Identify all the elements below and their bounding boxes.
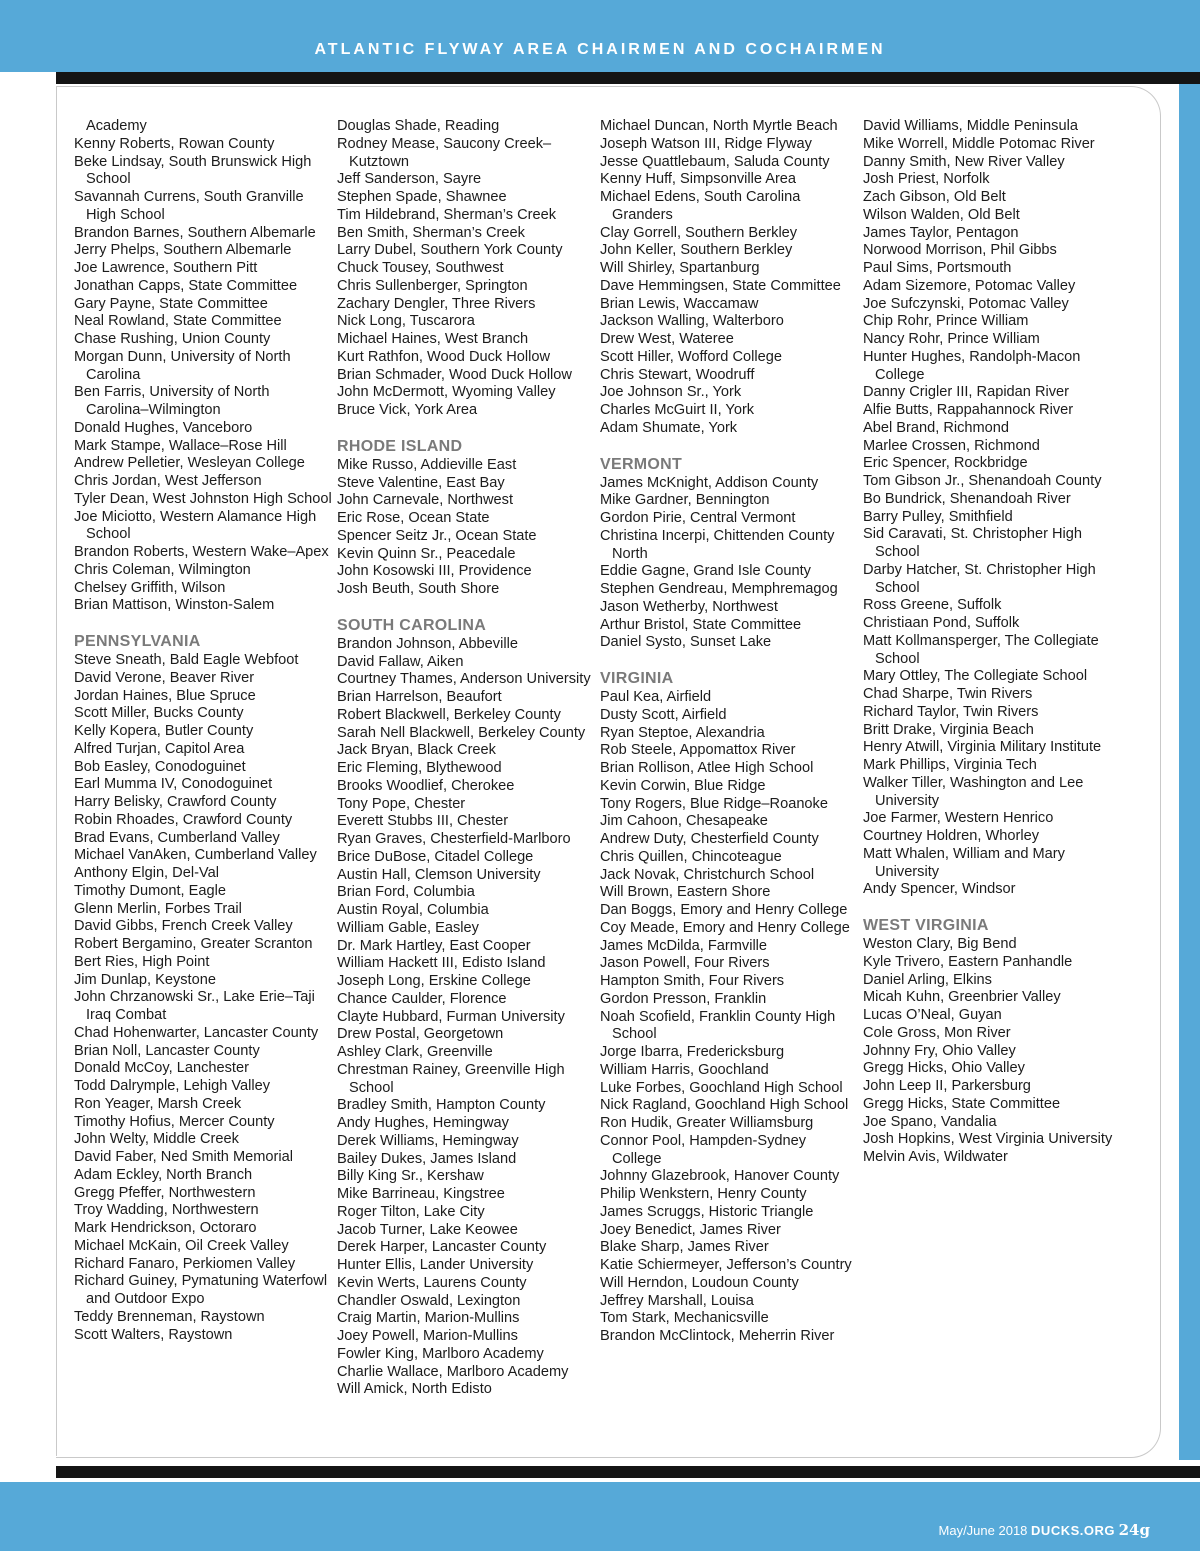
- list-item: Robert Blackwell, Berkeley County: [337, 706, 561, 723]
- list-item: Danny Smith, New River Valley: [863, 153, 1065, 170]
- list-item: Kurt Rathfon, Wood Duck Hollow: [337, 348, 551, 365]
- list-item: Mark Hendrickson, Octoraro: [74, 1220, 257, 1236]
- list-item: Brian Mattison, Winston-Salem: [74, 597, 275, 614]
- list-item: Danny Crigler III, Rapidan River: [863, 384, 1070, 401]
- list-item: Tom Stark, Mechanicsville: [600, 1310, 769, 1327]
- list-item: Eric Fleming, Blythewood: [337, 760, 502, 776]
- list-item: Adam Eckley, North Branch: [74, 1166, 253, 1183]
- list-item: Sarah Nell Blackwell, Berkeley County: [337, 724, 586, 741]
- list-item: Tyler Dean, West Johnston High School: [74, 490, 332, 507]
- list-item: Brian Harrelson, Beaufort: [337, 689, 502, 705]
- footer-page-number: 24g: [1118, 1521, 1150, 1539]
- state-heading: VERMONT: [600, 455, 683, 473]
- list-item: Hunter Hughes, Randolph-Macon College: [863, 348, 1081, 383]
- list-item: Will Brown, Eastern Shore: [600, 884, 771, 901]
- list-item: Joe Spano, Vandalia: [863, 1113, 997, 1130]
- list-item: Gary Payne, State Committee: [74, 295, 268, 312]
- list-item: Johnny Fry, Ohio Valley: [863, 1042, 1016, 1059]
- list-item: Micah Kuhn, Greenbrier Valley: [863, 989, 1061, 1006]
- list-item: Connor Pool, Hampden-Sydney College: [600, 1132, 807, 1167]
- list-item: Kyle Trivero, Eastern Panhandle: [863, 953, 1073, 970]
- list-item: Dave Hemmingsen, State Committee: [600, 277, 841, 294]
- list-item: Matt Whalen, William and Mary University: [863, 845, 1065, 880]
- list-item: Bob Easley, Conodoguinet: [74, 758, 246, 775]
- list-item: Morgan Dunn, University of North Carolina: [74, 348, 291, 383]
- list-item: Gordon Presson, Franklin: [600, 990, 767, 1007]
- list-item: Kevin Corwin, Blue Ridge: [600, 777, 766, 794]
- list-item: Brandon Roberts, Western Wake–Apex: [74, 544, 329, 560]
- list-item: Will Shirley, Spartanburg: [600, 260, 760, 276]
- list-item: Robert Bergamino, Greater Scranton: [74, 936, 313, 952]
- list-item: Tim Hildebrand, Sherman’s Creek: [337, 206, 556, 223]
- list-item: Chelsey Griffith, Wilson: [74, 579, 226, 596]
- top-black-rule: [56, 72, 1200, 84]
- list-item: Jason Wetherby, Northwest: [600, 598, 778, 615]
- list-item: Ryan Graves, Chesterfield-Marlboro: [337, 831, 571, 847]
- list-item: Nick Long, Tuscarora: [337, 313, 475, 330]
- list-item: Michael Edens, South Carolina Granders: [600, 189, 801, 223]
- list-item: Andrew Pelletier, Wesleyan College: [74, 455, 305, 472]
- list-item: Mary Ottley, The Collegiate School: [863, 668, 1088, 685]
- column-2: [337, 118, 595, 1399]
- list-item: Andrew Duty, Chesterfield County: [600, 831, 819, 847]
- list-item: Melvin Avis, Wildwater: [863, 1149, 1008, 1165]
- list-item: Larry Dubel, Southern York County: [337, 242, 563, 259]
- state-heading: PENNSYLVANIA: [74, 633, 201, 650]
- list-item: Savannah Currens, South Granville High School: [74, 189, 304, 223]
- list-item: Richard Guiney, Pymatuning Waterfowl and Outdoor Expo: [74, 1273, 328, 1307]
- list-item: Zach Gibson, Old Belt: [863, 189, 1006, 205]
- list-item: Marlee Crossen, Richmond: [863, 437, 1040, 454]
- list-item: John Leep II, Parkersburg: [863, 1078, 1031, 1094]
- list-item: Dan Boggs, Emory and Henry College: [600, 902, 848, 918]
- list-item: John Welty, Middle Creek: [74, 1131, 239, 1148]
- list-item: Darby Hatcher, St. Christopher High School: [863, 561, 1096, 596]
- list-item: James McKnight, Addison County: [600, 474, 819, 491]
- list-item: Ross Greene, Suffolk: [863, 597, 1002, 614]
- list-item: Joseph Long, Erskine College: [337, 973, 531, 989]
- state-heading: VIRGINIA: [600, 670, 674, 687]
- list-item: Gregg Hicks, State Committee: [863, 1095, 1061, 1112]
- list-item: Britt Drake, Virginia Beach: [863, 721, 1034, 738]
- list-item: Chrestman Rainey, Greenville High School: [337, 1061, 565, 1096]
- list-item: Mike Barrineau, Kingstree: [337, 1186, 505, 1202]
- list-item: Clayte Hubbard, Furman University: [337, 1008, 565, 1025]
- list-item: Austin Hall, Clemson University: [337, 866, 541, 883]
- list-item: Billy King Sr., Kershaw: [337, 1168, 484, 1185]
- column-1: [74, 118, 332, 1344]
- list-item: Brandon Johnson, Abbeville: [337, 635, 518, 652]
- list-item: Bailey Dukes, James Island: [337, 1150, 517, 1167]
- list-item: Jacob Turner, Lake Keowee: [337, 1221, 518, 1238]
- list-item: Michael McKain, Oil Creek Valley: [74, 1237, 289, 1254]
- list-item: Charlie Wallace, Marlboro Academy: [337, 1363, 569, 1380]
- list-item: Fowler King, Marlboro Academy: [337, 1345, 544, 1362]
- list-item: Teddy Brenneman, Raystown: [74, 1308, 265, 1325]
- list-item: Brandon Barnes, Southern Albemarle: [74, 224, 316, 241]
- list-item: Chris Quillen, Chincoteague: [600, 848, 782, 865]
- list-item: Christina Incerpi, Chittenden County North: [600, 527, 835, 562]
- list-item: Austin Royal, Columbia: [337, 902, 489, 918]
- list-item: Ben Farris, University of North Carolina–Wilmington: [74, 384, 270, 418]
- list-item: Chad Sharpe, Twin Rivers: [863, 686, 1033, 702]
- list-item: Josh Hopkins, West Virginia University: [863, 1131, 1113, 1148]
- list-item: Dusty Scott, Airfield: [600, 706, 727, 723]
- list-item: Tom Gibson Jr., Shenandoah County: [863, 473, 1102, 489]
- list-item: Gregg Pfeffer, Northwestern: [74, 1184, 256, 1201]
- list-item: Noah Scofield, Franklin County High School: [600, 1008, 836, 1043]
- list-item: Joey Benedict, James River: [600, 1221, 781, 1238]
- list-item: Mike Worrell, Middle Potomac River: [863, 135, 1095, 152]
- list-item: Blake Sharp, James River: [600, 1239, 769, 1256]
- list-item: Scott Hiller, Wofford College: [600, 348, 782, 365]
- list-item: Richard Fanaro, Perkiomen Valley: [74, 1255, 296, 1272]
- list-item: John McDermott, Wyoming Valley: [337, 384, 556, 401]
- list-item: Kevin Quinn Sr., Peacedale: [337, 545, 516, 562]
- list-item: John Carnevale, Northwest: [337, 492, 514, 509]
- list-item: Bo Bundrick, Shenandoah River: [863, 490, 1071, 507]
- list-item: Derek Harper, Lancaster County: [337, 1239, 547, 1256]
- list-item: Zachary Dengler, Three Rivers: [337, 295, 536, 312]
- list-item: Derek Williams, Hemingway: [337, 1132, 519, 1149]
- footer-issue: May/June 2018: [938, 1523, 1028, 1538]
- list-item: David Verone, Beaver River: [74, 669, 255, 686]
- side-color-strip: [1179, 84, 1200, 1460]
- list-item: Brooks Woodlief, Cherokee: [337, 777, 515, 794]
- list-item: Chad Hohenwarter, Lancaster County: [74, 1024, 319, 1041]
- list-item: Daniel Systo, Sunset Lake: [600, 634, 772, 651]
- list-item: Scott Walters, Raystown: [74, 1326, 233, 1343]
- list-item: Brian Noll, Lancaster County: [74, 1042, 260, 1059]
- list-item: Joe Johnson Sr., York: [600, 384, 742, 401]
- list-item: Bradley Smith, Hampton County: [337, 1097, 546, 1114]
- list-item: Daniel Arling, Elkins: [863, 971, 992, 988]
- list-item: Chris Sullenberger, Springton: [337, 277, 528, 294]
- list-item: Michael Haines, West Branch: [337, 331, 529, 347]
- list-item: Andy Hughes, Hemingway: [337, 1115, 509, 1131]
- list-item: Mike Gardner, Bennington: [600, 492, 770, 509]
- list-item: Jackson Walling, Walterboro: [600, 313, 784, 330]
- list-item: Donald McCoy, Lanchester: [74, 1060, 249, 1077]
- list-item: Jeff Sanderson, Sayre: [337, 171, 482, 188]
- list-item: Kenny Roberts, Rowan County: [74, 135, 275, 152]
- list-item: Michael Duncan, North Myrtle Beach: [600, 118, 838, 134]
- list-item: Ron Hudik, Greater Williamsburg: [600, 1115, 814, 1131]
- list-item: John Keller, Southern Berkley: [600, 242, 793, 259]
- list-item: Brian Rollison, Atlee High School: [600, 760, 814, 776]
- list-item: Courtney Holdren, Whorley: [863, 828, 1040, 844]
- list-item: Jonathan Capps, State Committee: [74, 277, 298, 294]
- list-item: William Gable, Easley: [337, 919, 479, 936]
- list-item: Josh Beuth, South Shore: [337, 581, 500, 597]
- list-item: Jim Dunlap, Keystone: [74, 971, 216, 988]
- list-item: James Taylor, Pentagon: [863, 224, 1019, 241]
- list-item: Walker Tiller, Washington and Lee University: [863, 774, 1084, 809]
- list-item: Brice DuBose, Citadel College: [337, 848, 534, 865]
- list-item: David Faber, Ned Smith Memorial: [74, 1149, 293, 1165]
- column-3: [600, 118, 858, 1346]
- list-item: Wilson Walden, Old Belt: [863, 206, 1020, 223]
- list-item: John Kosowski III, Providence: [337, 563, 532, 580]
- list-item: Jerry Phelps, Southern Albemarle: [74, 242, 292, 259]
- list-item: Luke Forbes, Goochland High School: [600, 1079, 843, 1096]
- list-item: Jack Bryan, Black Creek: [337, 742, 496, 759]
- list-item: Stephen Spade, Shawnee: [337, 189, 507, 205]
- list-item: Coy Meade, Emory and Henry College: [600, 919, 850, 936]
- bottom-color-band: [0, 1482, 1200, 1551]
- list-item: Will Herndon, Loudoun County: [600, 1274, 799, 1291]
- list-item: Drew Postal, Georgetown: [337, 1026, 504, 1043]
- list-item: Brad Evans, Cumberland Valley: [74, 829, 280, 846]
- list-item: Neal Rowland, State Committee: [74, 313, 282, 330]
- list-item: Nick Ragland, Goochland High School: [600, 1097, 849, 1114]
- list-item: Alfie Butts, Rappahannock River: [863, 402, 1074, 418]
- list-item: Steve Valentine, East Bay: [337, 474, 505, 491]
- list-item: Michael VanAken, Cumberland Valley: [74, 847, 317, 864]
- list-item: Earl Mumma IV, Conodoguinet: [74, 776, 273, 793]
- list-item: Ron Yeager, Marsh Creek: [74, 1095, 242, 1112]
- list-item: Steve Sneath, Bald Eagle Webfoot: [74, 652, 299, 668]
- list-item: Jim Cahoon, Chesapeake: [600, 813, 768, 830]
- list-item: Douglas Shade, Reading: [337, 118, 500, 134]
- list-item: Craig Martin, Marion-Mullins: [337, 1310, 520, 1327]
- list-item: Joe Sufczynski, Potomac Valley: [863, 295, 1069, 312]
- page-title: ATLANTIC FLYWAY AREA CHAIRMEN AND COCHAIRMEN: [314, 41, 886, 58]
- list-item: Norwood Morrison, Phil Gibbs: [863, 242, 1057, 259]
- list-item: Andy Spencer, Windsor: [863, 881, 1016, 898]
- list-item: Adam Shumate, York: [600, 419, 738, 436]
- list-item-continuation: Academy: [86, 118, 147, 134]
- list-item: Brian Ford, Columbia: [337, 884, 475, 901]
- list-item: Gregg Hicks, Ohio Valley: [863, 1060, 1025, 1077]
- list-item: Charles McGuirt II, York: [600, 402, 755, 418]
- list-item: Brandon McClintock, Meherrin River: [600, 1328, 835, 1344]
- list-item: Spencer Seitz Jr., Ocean State: [337, 527, 537, 544]
- list-item: Chase Rushing, Union County: [74, 331, 271, 347]
- list-item: Christiaan Pond, Suffolk: [863, 615, 1020, 631]
- list-item: Paul Kea, Airfield: [600, 689, 712, 705]
- list-item: Chris Jordan, West Jefferson: [74, 473, 262, 489]
- list-item: Arthur Bristol, State Committee: [600, 616, 802, 633]
- list-item: Abel Brand, Richmond: [863, 419, 1010, 436]
- list-item: William Harris, Goochland: [600, 1061, 769, 1078]
- list-item: David Gibbs, French Creek Valley: [74, 918, 293, 935]
- list-item: Richard Taylor, Twin Rivers: [863, 703, 1039, 720]
- list-item: Tony Rogers, Blue Ridge–Roanoke: [600, 795, 828, 812]
- list-item: David Fallaw, Aiken: [337, 653, 464, 670]
- list-item: Barry Pulley, Smithfield: [863, 508, 1013, 525]
- list-item: Ryan Steptoe, Alexandria: [600, 724, 765, 741]
- list-item: Brian Schmader, Wood Duck Hollow: [337, 366, 572, 383]
- list-item: Courtney Thames, Anderson University: [337, 671, 591, 688]
- state-heading: RHODE ISLAND: [337, 437, 463, 455]
- list-item: Sid Caravati, St. Christopher High School: [863, 526, 1082, 560]
- list-item: Chance Caulder, Florence: [337, 990, 507, 1007]
- list-item: James Scruggs, Historic Triangle: [600, 1203, 814, 1220]
- list-item: James McDilda, Farmville: [600, 937, 768, 954]
- list-item: Matt Kollmansperger, The Collegiate School: [863, 632, 1099, 667]
- list-item: Mark Phillips, Virginia Tech: [863, 757, 1037, 773]
- list-item: Chuck Tousey, Southwest: [337, 260, 504, 276]
- list-item: Ben Smith, Sherman’s Creek: [337, 224, 525, 241]
- list-item: Stephen Gendreau, Memphremagog: [600, 581, 838, 597]
- list-item: John Chrzanowski Sr., Lake Erie–Taji Iraq Combat: [74, 989, 315, 1023]
- list-item: Weston Clary, Big Bend: [863, 936, 1017, 952]
- list-item: Ashley Clark, Greenville: [337, 1044, 493, 1060]
- list-item: Cole Gross, Mon River: [863, 1024, 1011, 1041]
- list-item: Joe Farmer, Western Henrico: [863, 810, 1054, 827]
- list-item: Joe Miciotto, Western Alamance High School: [74, 508, 317, 543]
- list-item: Chris Stewart, Woodruff: [600, 366, 755, 383]
- list-item: Dr. Mark Hartley, East Cooper: [337, 937, 531, 954]
- list-item: Chip Rohr, Prince William: [863, 313, 1029, 330]
- list-item: Will Amick, North Edisto: [337, 1381, 492, 1398]
- list-item: Nancy Rohr, Prince William: [863, 331, 1040, 347]
- list-item: Jason Powell, Four Rivers: [600, 955, 770, 972]
- list-item: Eddie Gagne, Grand Isle County: [600, 563, 811, 580]
- list-item: Clay Gorrell, Southern Berkley: [600, 224, 798, 241]
- list-item: Josh Priest, Norfolk: [863, 171, 990, 188]
- footer-site: DUCKS.ORG: [1031, 1523, 1115, 1538]
- list-item: Tony Pope, Chester: [337, 795, 466, 812]
- list-item: Jordan Haines, Blue Spruce: [74, 687, 256, 704]
- list-item: Katie Schiermeyer, Jefferson’s Country: [600, 1257, 852, 1273]
- list-item: Timothy Dumont, Eagle: [74, 882, 226, 899]
- list-item: Joey Powell, Marion-Mullins: [337, 1328, 518, 1344]
- list-item: Gordon Pirie, Central Vermont: [600, 510, 796, 526]
- list-item: William Hackett III, Edisto Island: [337, 955, 546, 972]
- list-item: Philip Wenkstern, Henry County: [600, 1186, 807, 1202]
- list-item: Lucas O’Neal, Guyan: [863, 1007, 1002, 1023]
- list-item: Paul Sims, Portsmouth: [863, 260, 1012, 276]
- list-item: Henry Atwill, Virginia Military Institute: [863, 739, 1102, 756]
- bottom-black-rule: [56, 1466, 1200, 1478]
- list-item: Brian Lewis, Waccamaw: [600, 295, 759, 312]
- list-item: Chandler Oswald, Lexington: [337, 1292, 521, 1309]
- list-item: Roger Tilton, Lake City: [337, 1203, 485, 1220]
- list-item: Adam Sizemore, Potomac Valley: [863, 277, 1076, 294]
- content-panel-left-edge: [56, 86, 57, 1456]
- list-item: Eric Rose, Ocean State: [337, 510, 490, 526]
- list-item: Todd Dalrymple, Lehigh Valley: [74, 1078, 271, 1094]
- list-item: Jesse Quattlebaum, Saluda County: [600, 153, 830, 170]
- list-item: Rob Steele, Appomattox River: [600, 742, 796, 759]
- list-item: Alfred Turjan, Capitol Area: [74, 740, 245, 757]
- list-item: Joe Lawrence, Southern Pitt: [74, 260, 258, 276]
- top-color-band: [0, 0, 1200, 72]
- list-item: Bruce Vick, York Area: [337, 402, 478, 418]
- list-item: David Williams, Middle Peninsula: [863, 118, 1078, 134]
- list-item: Johnny Glazebrook, Hanover County: [600, 1168, 840, 1185]
- list-item: Beke Lindsay, South Brunswick High School: [74, 153, 312, 188]
- list-item: Hunter Ellis, Lander University: [337, 1257, 534, 1273]
- list-item: Anthony Elgin, Del-Val: [74, 865, 219, 881]
- list-item: Donald Hughes, Vanceboro: [74, 419, 253, 436]
- list-item: Troy Wadding, Northwestern: [74, 1202, 259, 1219]
- list-item: Scott Miller, Bucks County: [74, 705, 244, 722]
- list-item: Jeffrey Marshall, Louisa: [600, 1292, 754, 1309]
- list-item: Jack Novak, Christchurch School: [600, 866, 815, 883]
- list-item: Eric Spencer, Rockbridge: [863, 455, 1028, 472]
- list-item: Chris Coleman, Wilmington: [74, 561, 251, 578]
- list-item: Bert Ries, High Point: [74, 953, 210, 970]
- footer: [939, 1521, 1150, 1539]
- list-item: Timothy Hofius, Mercer County: [74, 1113, 275, 1130]
- list-item: Everett Stubbs III, Chester: [337, 813, 509, 830]
- list-item: Kelly Kopera, Butler County: [74, 723, 254, 739]
- list-item: Joseph Watson III, Ridge Flyway: [600, 135, 812, 152]
- list-item: Jorge Ibarra, Fredericksburg: [600, 1044, 785, 1060]
- list-item: Kevin Werts, Laurens County: [337, 1274, 527, 1291]
- list-item: Kenny Huff, Simpsonville Area: [600, 171, 797, 188]
- list-item: Robin Rhoades, Crawford County: [74, 811, 293, 828]
- list-item: Mike Russo, Addieville East: [337, 456, 517, 473]
- list-item: Mark Stampe, Wallace–Rose Hill: [74, 437, 287, 454]
- list-item: Drew West, Wateree: [600, 331, 734, 347]
- list-item: Rodney Mease, Saucony Creek–Kutztown: [337, 135, 552, 170]
- list-item: Glenn Merlin, Forbes Trail: [74, 900, 242, 917]
- list-item: Hampton Smith, Four Rivers: [600, 973, 785, 989]
- state-heading: WEST VIRGINIA: [863, 917, 989, 934]
- list-item: Harry Belisky, Crawford County: [74, 794, 277, 810]
- state-heading: SOUTH CAROLINA: [337, 616, 487, 634]
- column-4: [863, 118, 1121, 1167]
